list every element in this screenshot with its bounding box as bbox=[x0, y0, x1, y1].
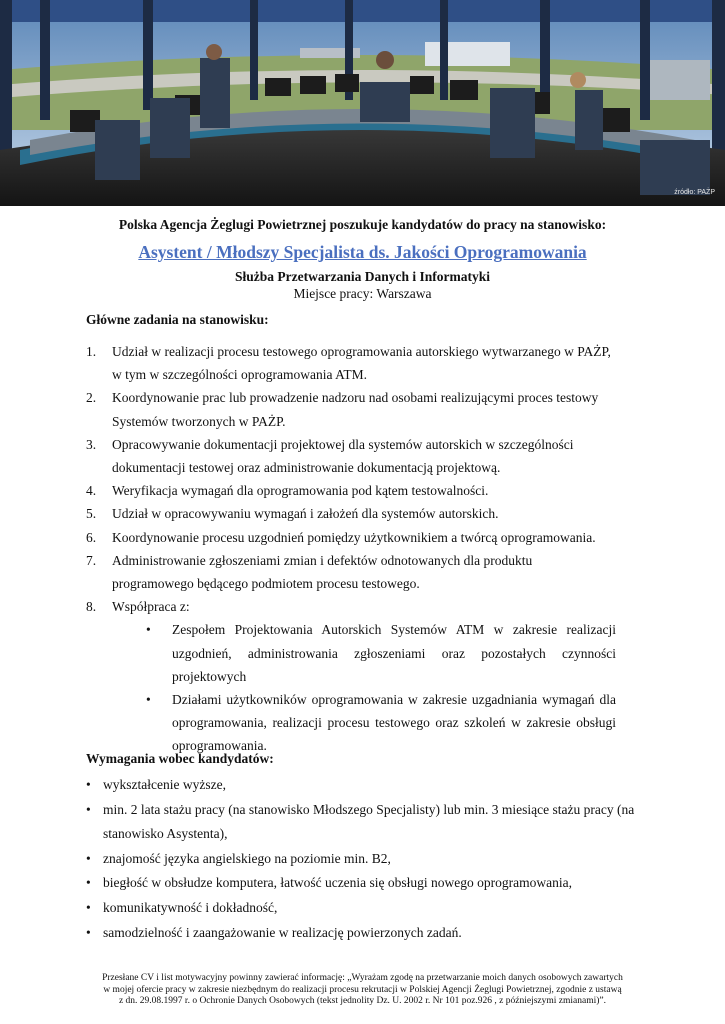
task-item bbox=[86, 502, 616, 525]
tasks-heading: Główne zadania na stanowisku: bbox=[86, 312, 269, 327]
photo-source: źródło: PAŻP bbox=[674, 189, 715, 196]
task-number: 5. bbox=[86, 506, 97, 522]
job-title: Asystent / Młodszy Specjalista ds. Jakości Oprogramowania bbox=[138, 242, 587, 262]
footer-line: z dn. 29.08.1997 r. o Ochronie Danych Osobowych (tekst jednolity Dz. U. 2002 r. Nr 101 poz.926 , z późniejszymi zmianami)”. bbox=[118, 996, 607, 1006]
task-number: 7. bbox=[86, 552, 97, 568]
footer-line: w mojej ofercie pracy w zakresie niezbędnym do realizacji procesu rekrutacji w Polskiej Agencji Żeglugi Powietrznej, zgodnie z ustawą bbox=[103, 984, 622, 995]
requirement-item: • komunikatywność i dokładność, bbox=[86, 896, 646, 921]
task-text: Udział w opracowywaniu wymagań i założeń dla systemów autorskich. bbox=[112, 506, 499, 522]
department: Służba Przetwarzania Danych i Informatyki bbox=[235, 269, 490, 284]
task-number: 6. bbox=[86, 529, 97, 545]
task-text: Koordynowanie procesu uzgodnień pomiędzy użytkownikiem a twórcą oprogramowania. bbox=[112, 529, 596, 545]
tasks-list bbox=[86, 340, 616, 758]
footer-line: Przesłane CV i list motywacyjny powinny zawierać informację: „Wyrażam zgodę na przetwarzanie moich danych osobowych zawartych bbox=[102, 973, 623, 983]
task-text: Udział w realizacji procesu testowego oprogramowania autorskiego wytwarzanego w PAŻP, w tym w szczególności oprogramowania ATM. bbox=[112, 344, 611, 383]
task-number: 3. bbox=[86, 436, 97, 452]
requirement-item: • samodzielność i zaangażowanie w realizację powierzonych zadań. bbox=[86, 921, 646, 946]
task-number: 4. bbox=[86, 483, 97, 499]
requirement-item: • min. 2 lata stażu pracy (na stanowisko Młodszego Specjalisty) lub min. 3 miesiące stażu pracy (na stanowisko Asystenta), bbox=[86, 798, 646, 847]
task-text: Opracowywanie dokumentacji projektowej dla systemów autorskich w szczególności dokumentacji testowej oraz administrowanie dokumentacją projektową. bbox=[112, 436, 574, 476]
task-item bbox=[86, 340, 616, 386]
task-number: 1. bbox=[86, 344, 97, 359]
task-text: Współpraca z: bbox=[112, 599, 190, 615]
control-tower-photo bbox=[0, 0, 725, 206]
requirement-item: • znajomość języka angielskiego na poziomie min. B2, bbox=[86, 847, 646, 872]
task-item bbox=[86, 595, 616, 757]
task-item bbox=[86, 433, 616, 479]
task-text: Weryfikacja wymagań dla oprogramowania pod kątem testowalności. bbox=[112, 483, 489, 499]
hero-photo bbox=[0, 0, 725, 206]
requirements-list bbox=[86, 773, 646, 945]
task-number: 8. bbox=[86, 599, 97, 615]
requirements-heading: Wymagania wobec kandydatów: bbox=[86, 751, 274, 766]
cooperation-list bbox=[112, 618, 616, 757]
cooperation-item: • Zespołem Projektowania Autorskich Systemów ATM w zakresie realizacji uzgodnień, administrowania zgłoszeniami oraz pozostałych czynności projektowych bbox=[112, 618, 616, 688]
requirement-item: • wykształcenie wyższe, bbox=[86, 773, 646, 798]
work-location: Miejsce pracy: Warszawa bbox=[293, 286, 432, 301]
task-item bbox=[86, 479, 616, 502]
intro-line: Polska Agencja Żeglugi Powietrznej poszukuje kandydatów do pracy na stanowisko: bbox=[118, 217, 607, 232]
cooperation-item: • Działami użytkowników oprogramowania w zakresie uzgadniania wymagań dla oprogramowania, realizacji procesu testowego oraz szkoleń w zakresie obsługi oprogramowania. bbox=[112, 688, 616, 758]
task-item bbox=[86, 526, 616, 549]
gdpr-consent-note bbox=[60, 973, 665, 1008]
task-item bbox=[86, 549, 616, 595]
task-item bbox=[86, 386, 616, 432]
task-text: Koordynowanie prac lub prowadzenie nadzoru nad osobami realizującymi proces testowy Systemów tworzonych w PAŻP. bbox=[112, 390, 599, 429]
task-text: Administrowanie zgłoszeniami zmian i defektów odnotowanych dla produktu programowego będącego podmiotem procesu testowego. bbox=[112, 552, 533, 592]
task-number: 2. bbox=[86, 390, 97, 406]
job-offer-document bbox=[0, 206, 725, 1006]
requirement-item: • biegłość w obsłudze komputera, łatwość uczenia się obsługi nowego oprogramowania, bbox=[86, 871, 646, 896]
